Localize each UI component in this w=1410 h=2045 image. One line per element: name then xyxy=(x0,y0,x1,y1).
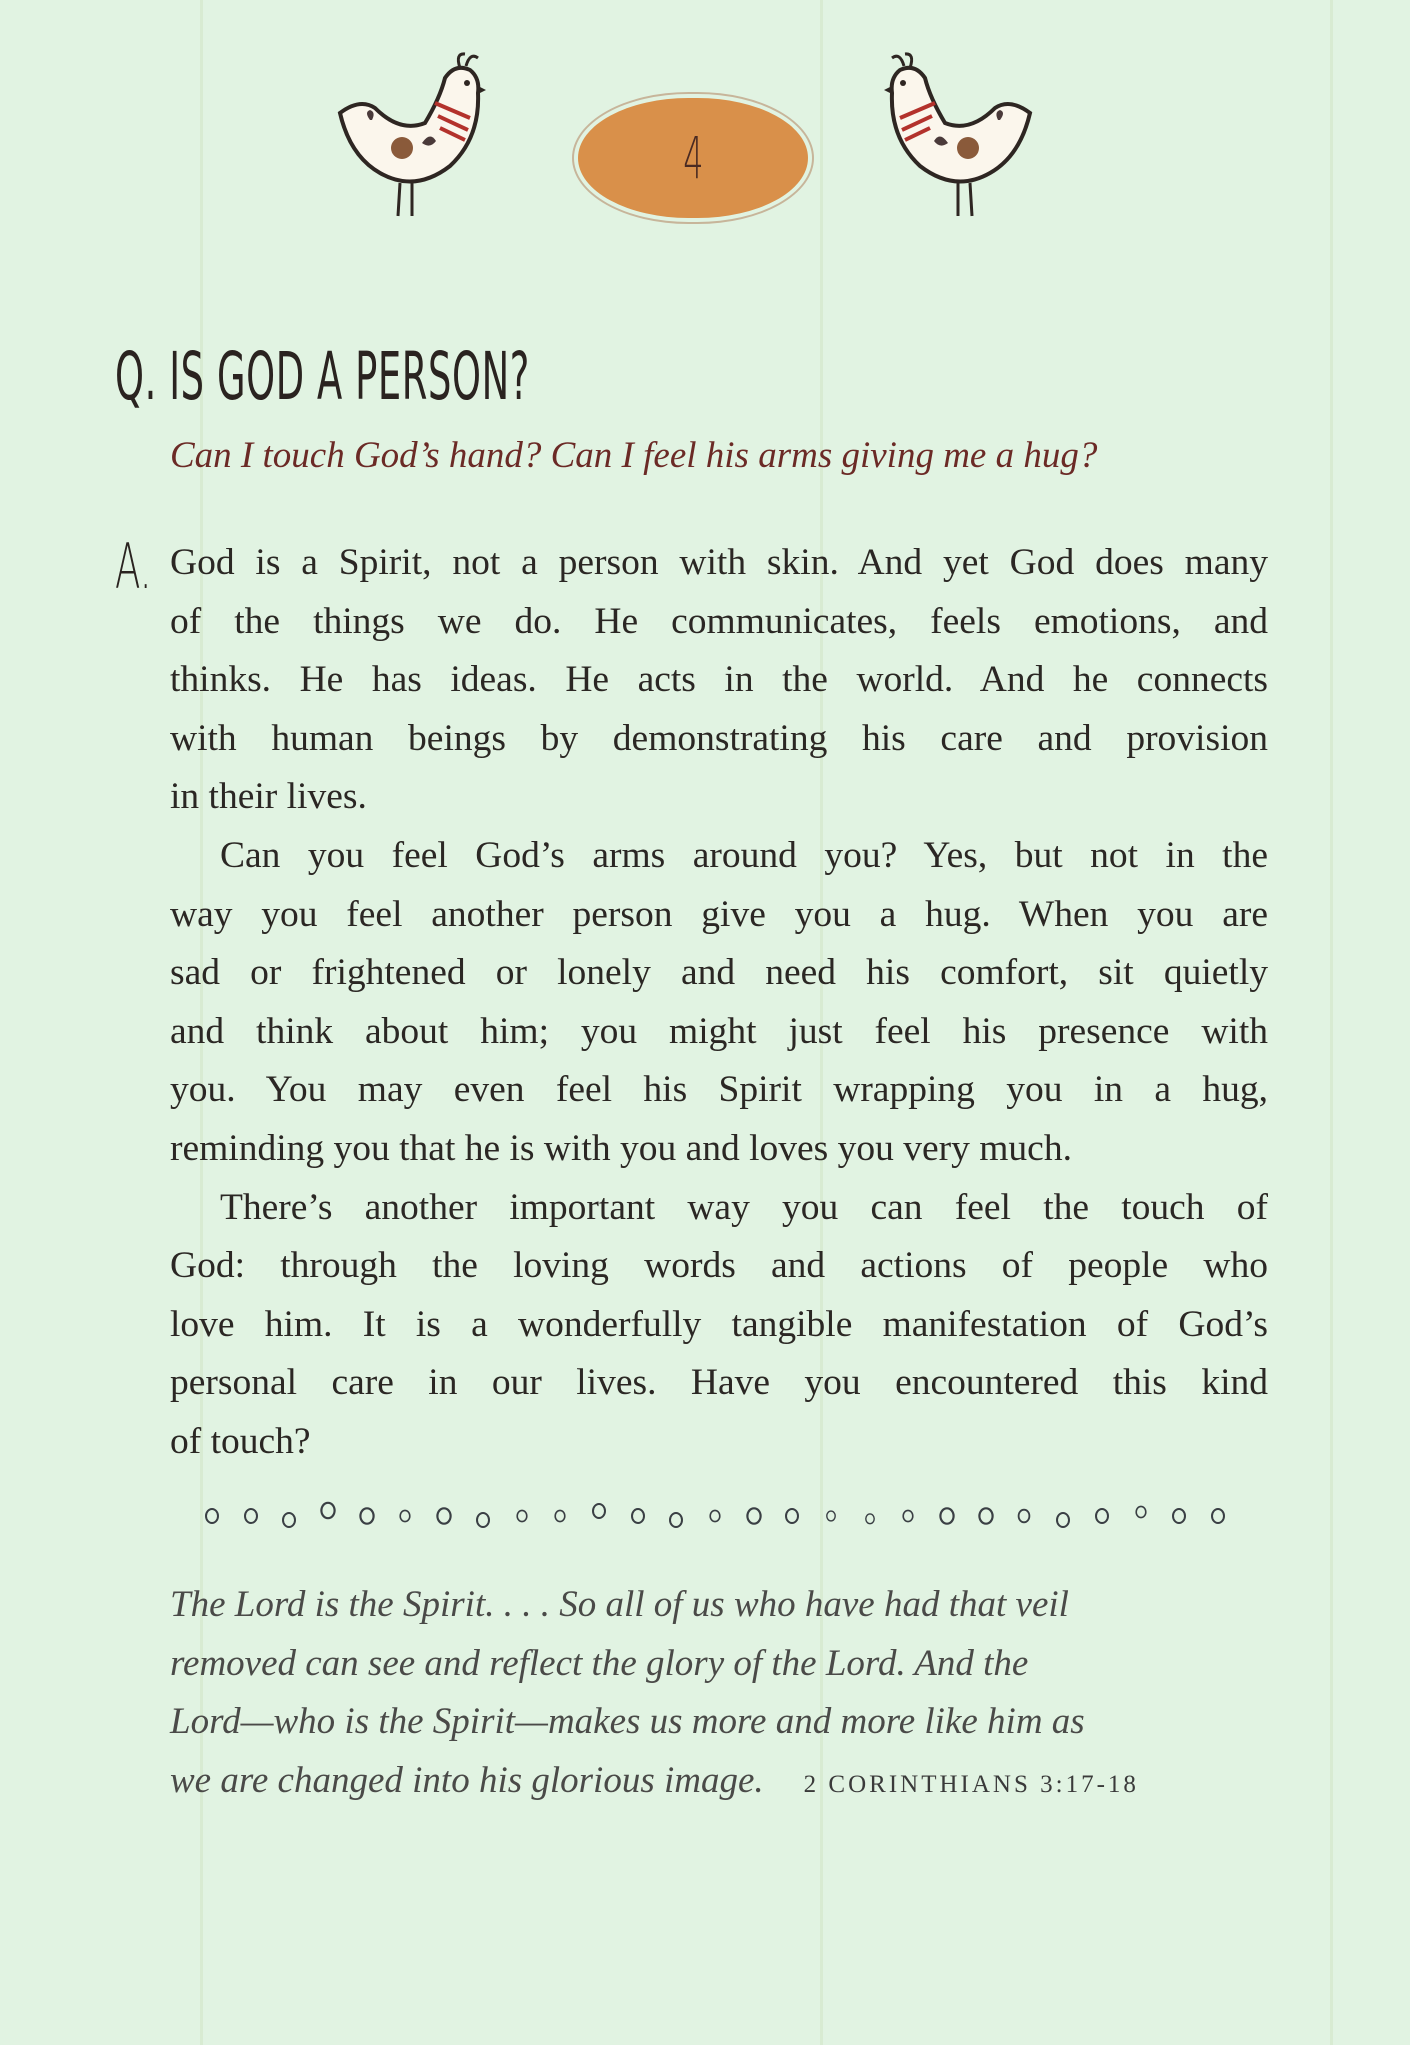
divider-dot xyxy=(359,1507,374,1525)
divider-dot xyxy=(709,1510,720,1523)
answer-line: of the things we do. He communicates, feels emotions, and xyxy=(170,600,1268,642)
verse-text: removed can see and reflect the glory of the Lord. And the xyxy=(170,1642,1029,1684)
bird-left-icon xyxy=(330,48,500,223)
dot-divider xyxy=(205,1508,1225,1524)
answer-line: love him. It is a wonderfully tangible manifestation of God’s xyxy=(170,1303,1268,1345)
verse-text: Lord—who is the Spirit—makes us more and more like him as xyxy=(170,1701,1085,1743)
answer-line: in their lives. xyxy=(170,776,367,818)
divider-dot xyxy=(939,1507,954,1525)
divider-dot xyxy=(244,1508,258,1524)
verse-reference: 2 CORINTHIANS 3:17-18 xyxy=(803,1770,1139,1798)
answer-line: with human beings by demonstrating his care and provision xyxy=(170,717,1268,759)
verse-text: The Lord is the Spirit. . . . So all of us who have had that veil xyxy=(170,1584,1069,1625)
page-number: 4 xyxy=(682,124,704,192)
divider-dot xyxy=(282,1512,296,1528)
divider-dot xyxy=(631,1508,645,1524)
divider-dot xyxy=(1018,1509,1031,1523)
verse-text: we are changed into his glorious image. xyxy=(170,1759,764,1801)
answer-line: and think about him; you might just feel his presence with xyxy=(170,1010,1268,1052)
sub-question: Can I touch God’s hand? Can I feel his arms giving me a hug? xyxy=(170,435,1098,476)
divider-dot xyxy=(1211,1508,1225,1524)
divider-dot xyxy=(903,1510,914,1523)
answer-line: Can you feel God’s arms around you? Yes, but not in the xyxy=(220,834,1268,876)
question-title: Q. IS GOD A PERSON? xyxy=(115,338,530,415)
answer-line: thinks. He has ideas. He acts in the world. And he connects xyxy=(170,659,1268,701)
answer-line: There’s another important way you can feel the touch of xyxy=(220,1186,1268,1228)
divider-dot xyxy=(1095,1508,1109,1524)
divider-dot xyxy=(826,1510,836,1521)
divider-dot xyxy=(746,1507,761,1525)
answer-line: personal care in our lives. Have you encountered this kind xyxy=(170,1362,1268,1404)
answer-body xyxy=(170,534,1268,1472)
bird-right-icon xyxy=(870,48,1040,223)
divider-dot xyxy=(400,1510,411,1523)
divider-dot xyxy=(785,1508,799,1524)
divider-dot xyxy=(978,1507,993,1525)
divider-dot xyxy=(1172,1508,1186,1524)
answer-letter: A. xyxy=(115,530,152,603)
scripture-quote xyxy=(170,1576,1270,1814)
verse-line xyxy=(170,1693,1270,1752)
answer-line: sad or frightened or lonely and need his comfort, sit quietly xyxy=(170,952,1268,994)
divider-dot xyxy=(592,1503,606,1519)
verse-line xyxy=(170,1752,1270,1815)
divider-dot xyxy=(205,1508,219,1524)
answer-line: God: through the loving words and actions of people who xyxy=(170,1245,1268,1287)
divider-dot xyxy=(669,1512,683,1528)
answer-line: reminding you that he is with you and loves you very much. xyxy=(170,1127,1072,1169)
answer-line: way you feel another person give you a hug. When you are xyxy=(170,893,1268,935)
divider-dot xyxy=(865,1513,875,1524)
divider-dot xyxy=(320,1502,335,1520)
divider-dot xyxy=(1135,1506,1146,1519)
chapter-header xyxy=(0,40,1410,230)
divider-dot xyxy=(516,1510,527,1523)
answer-line: God is a Spirit, not a person with skin. And yet God does many xyxy=(170,542,1268,583)
divider-dot xyxy=(436,1507,451,1525)
divider-dot xyxy=(476,1512,490,1528)
verse-line xyxy=(170,1576,1270,1635)
verse-line xyxy=(170,1635,1270,1694)
paper-texture xyxy=(1330,0,1333,2045)
answer-line: of touch? xyxy=(170,1420,311,1462)
answer-line: you. You may even feel his Spirit wrapping you in a hug, xyxy=(170,1069,1268,1111)
divider-dot xyxy=(555,1510,566,1523)
divider-dot xyxy=(1056,1512,1070,1528)
page-number-badge xyxy=(578,98,808,218)
